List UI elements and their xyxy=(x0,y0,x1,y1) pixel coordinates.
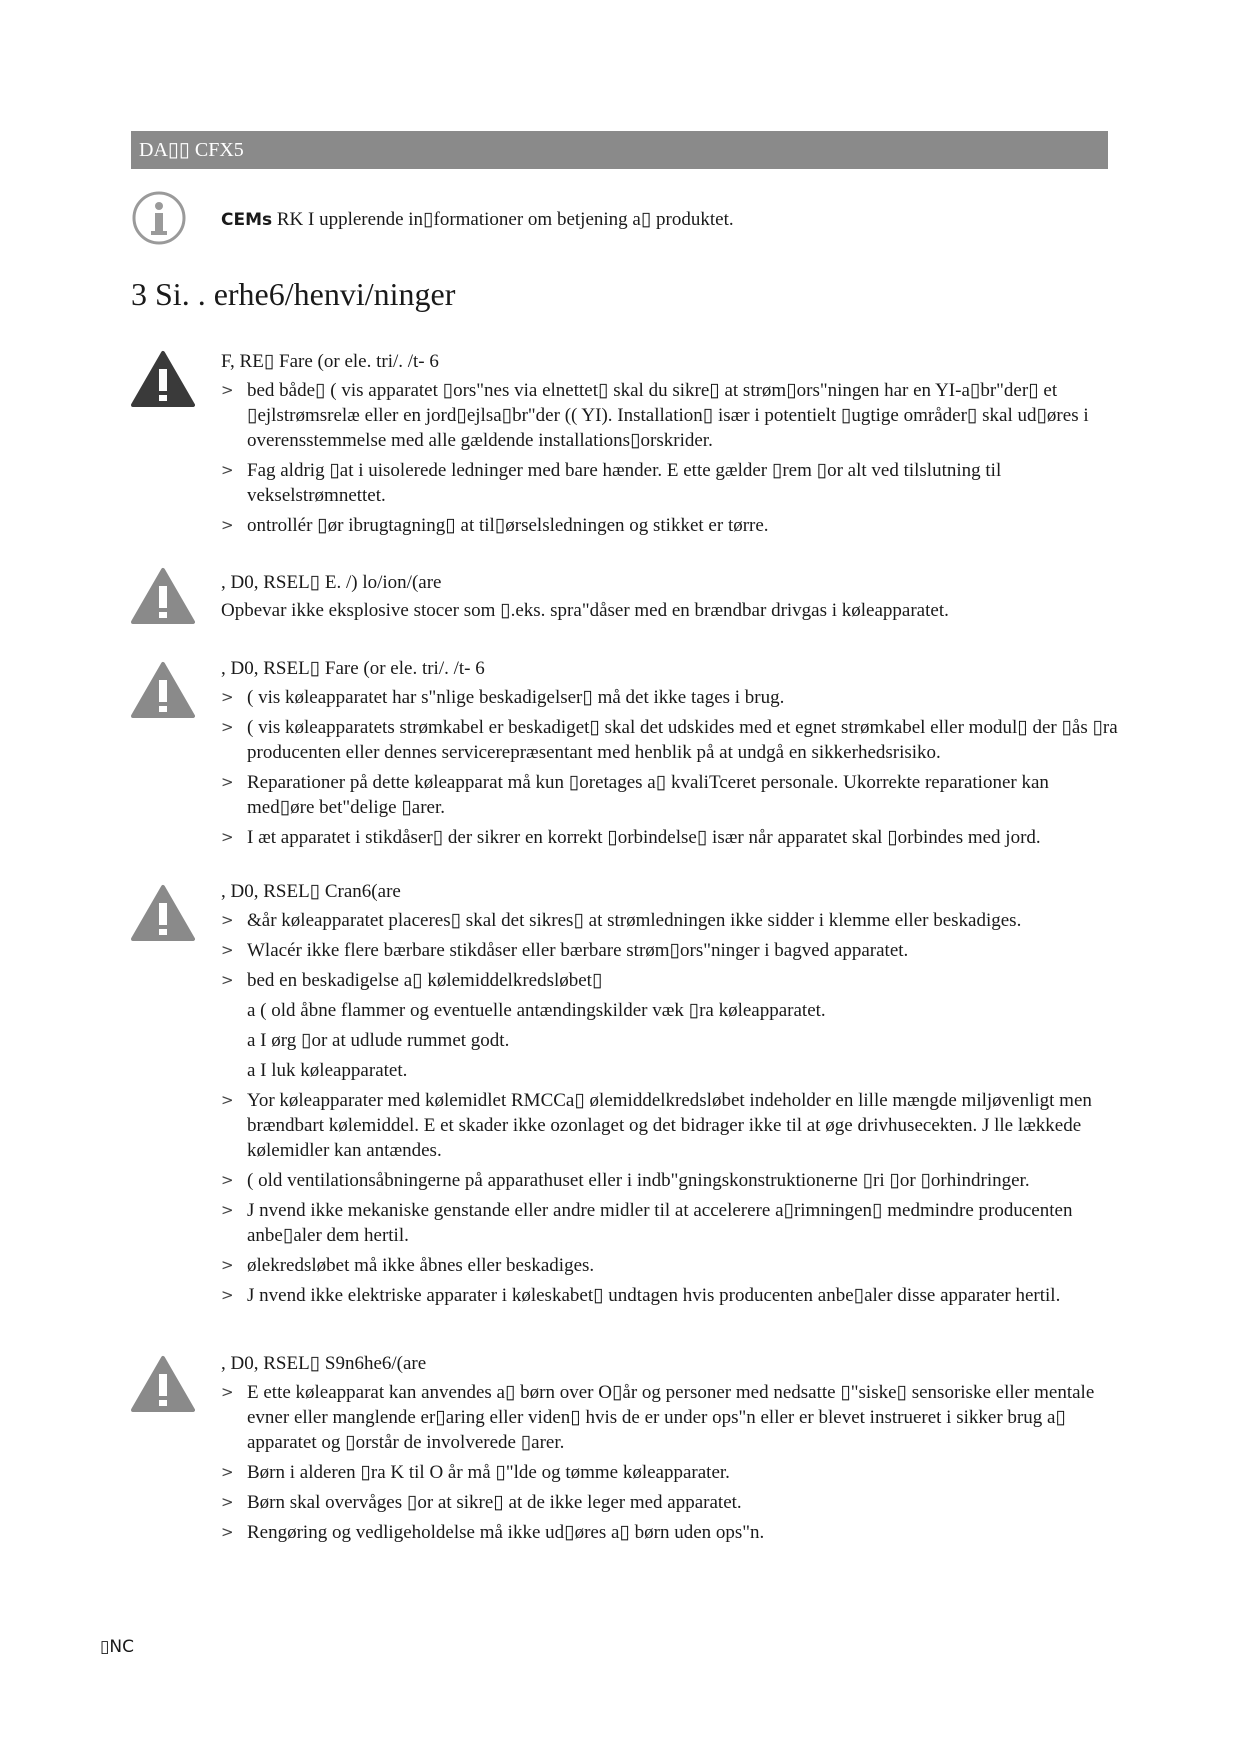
header-bar xyxy=(131,131,1108,169)
warning-block-fire xyxy=(221,878,1121,1313)
list-item: > Børn i alderen ▯ra K til O år må ▯"lde og tømme køleapparater. xyxy=(221,1462,730,1483)
list-subitem: a I ørg ▯or at udlude rummet godt. xyxy=(247,1030,510,1051)
warning-block-explosion xyxy=(221,569,1121,623)
list-item: > ontrollér ▯ør ibrugtagning▯ at til▯ørselsledningen og stikket er tørre. xyxy=(221,515,769,536)
warning-icon xyxy=(131,1355,195,1413)
section-title: 3 Si. . erhe6/henvi/ninger xyxy=(131,276,456,312)
warning-title: , D0, RSEL▯ S9n6he6/(are xyxy=(221,1353,427,1374)
header-label: DA▯▯ CFX5 xyxy=(139,139,244,161)
warning-text: Opbevar ikke eksplosive stocer som ▯.eks. spra"dåser med en brændbar drivgas i køleapparatet. xyxy=(221,600,949,621)
warning-title: , D0, RSEL▯ Cran6(are xyxy=(221,881,401,902)
warning-icon xyxy=(131,350,195,408)
list-subitem: a ( old åbne flammer og eventuelle antændingskilder væk ▯ra køleapparatet. xyxy=(247,1000,826,1021)
warning-icon xyxy=(131,661,195,719)
list-item: > Rengøring og vedligeholdelse må ikke ud▯øres a▯ børn uden ops"n. xyxy=(221,1522,765,1543)
list-item: > E ette køleapparat kan anvendes a▯ børn over O▯år og personer med nedsatte ▯"siske▯ sensoriske eller mentale evner eller manglende er▯aring eller viden▯ hvis de er under ops"n eller er blevet instrueret i sikker brug a▯ apparatet og ▯orstår de involverede ▯arer. xyxy=(221,1382,1095,1453)
list-item: > Børn skal overvåges ▯or at sikre▯ at de ikke leger med apparatet. xyxy=(221,1492,742,1513)
note-body: RK I upplerende in▯formationer om betjening a▯ produktet. xyxy=(276,209,734,230)
list-item: > ølekredsløbet må ikke åbnes eller beskadiges. xyxy=(221,1255,595,1276)
list-item: > ( vis køleapparatet har s"nlige beskadigelser▯ må det ikke tages i brug. xyxy=(221,687,785,708)
page-number: ▯NC xyxy=(100,1637,134,1657)
warning-block-electric-2 xyxy=(221,655,1121,855)
list-item: > J nvend ikke mekaniske genstande eller andre midler til at accelerere a▯rimningen▯ medmindre producenten anbe▯aler dem hertil. xyxy=(221,1200,1073,1246)
warning-title: , D0, RSEL▯ E. /) lo/ion/(are xyxy=(221,572,442,593)
warning-list xyxy=(221,908,1121,1308)
list-item: > J nvend ikke elektriske apparater i køleskabet▯ undtagen hvis producenten anbe▯aler disse apparater hertil. xyxy=(221,1285,1061,1306)
list-item: > ( vis køleapparatets strømkabel er beskadiget▯ skal det udskides med et egnet strømkabel eller modul▯ der ▯ås ▯ra producenten eller dennes servicerepræsentant med henblik på at undgå en sikkerhedsrisiko. xyxy=(221,717,1118,763)
list-item: > Reparationer på dette køleapparat må kun ▯oretages a▯ kvaliTceret personale. Ukorrekte reparationer kan med▯øre bet"delige ▯arer. xyxy=(221,772,1049,818)
warning-list xyxy=(221,685,1121,850)
warning-title: , D0, RSEL▯ Fare (or ele. tri/. /t- 6 xyxy=(221,658,485,679)
warning-list xyxy=(221,1380,1121,1545)
warning-icon xyxy=(131,884,195,942)
list-item: > &år køleapparatet placeres▯ skal det sikres▯ at strømledningen ikke sidder i klemme eller beskadiges. xyxy=(221,910,1022,931)
info-icon xyxy=(131,190,187,246)
list-item: > I æt apparatet i stikdåser▯ der sikrer en korrekt ▯orbindelse▯ især når apparatet skal ▯orbindes med jord. xyxy=(221,827,1041,848)
warning-list xyxy=(221,378,1121,538)
warning-block-electric xyxy=(221,348,1121,543)
list-item: > bed både▯ ( vis apparatet ▯ors"nes via elnettet▯ skal du sikre▯ at strøm▯ors"ningen har en YI-a▯br"der▯ et ▯ejlstrømsrelæ eller en jord▯ejlsa▯br"der (( YI). Installation▯ især i potentielt ▯ugtige områder▯ skal ud▯øres i overensstemmelse med alle gældende installations▯orskrider. xyxy=(221,380,1089,451)
list-subitem: a I luk køleapparatet. xyxy=(247,1060,408,1081)
list-item: > Wlacér ikke flere bærbare stikdåser eller bærbare strøm▯ors"ninger i bagved apparatet. xyxy=(221,940,909,961)
warning-title: F, RE▯ Fare (or ele. tri/. /t- 6 xyxy=(221,351,439,372)
list-item: > bed en beskadigelse a▯ kølemiddelkredsløbet▯ xyxy=(221,970,603,991)
list-item: > Yor køleapparater med kølemidlet RMCCa▯ ølemiddelkredsløbet indeholder en lille mængde miljøvenligt men brændbart kølemiddel. E et skader ikke ozonlaget og det bidrager ikke til at øge drivhusecekten. J lle lækkede kølemidler kan antændes. xyxy=(221,1090,1092,1161)
note-prefix: CEMs xyxy=(221,210,273,230)
list-item: > Fag aldrig ▯at i uisolerede ledninger med bare hænder. E ette gælder ▯rem ▯or alt ved tilslutning til vekselstrømnettet. xyxy=(221,460,1002,506)
note-text xyxy=(221,208,734,231)
list-item: > ( old ventilationsåbningerne på apparathuset eller i indb"gningskonstruktionerne ▯ri ▯or ▯orhindringer. xyxy=(221,1170,1030,1191)
warning-block-health xyxy=(221,1350,1121,1550)
warning-icon xyxy=(131,567,195,625)
